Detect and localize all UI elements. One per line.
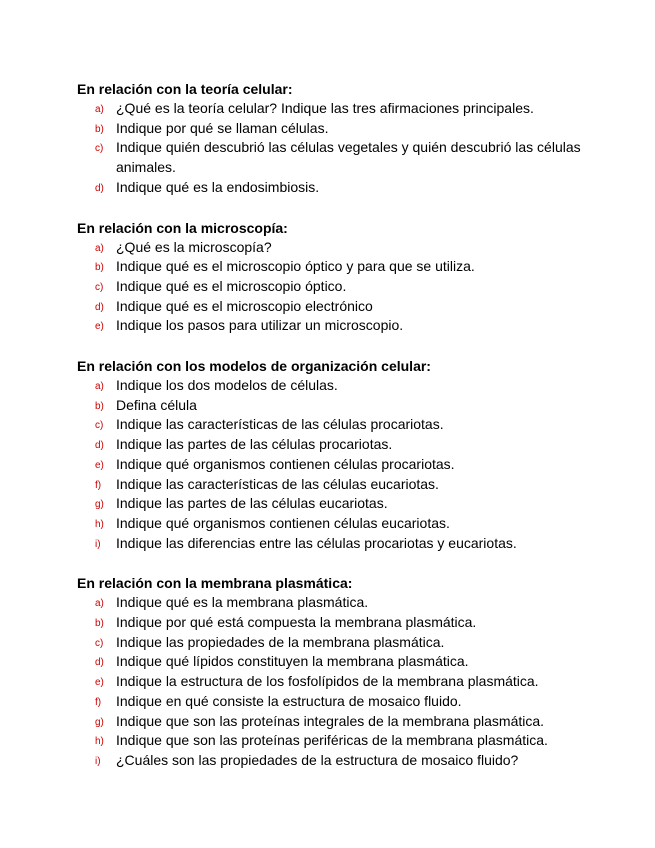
question-item <box>77 316 637 336</box>
question-item <box>77 119 637 139</box>
section-title: En relación con la microscopía: <box>77 219 288 236</box>
question-item <box>77 178 637 198</box>
item-letter: f) <box>95 479 102 491</box>
item-text: Indique en qué consiste la estructura de mosaico fluido. <box>116 692 462 709</box>
item-letter: c) <box>95 281 104 293</box>
item-letter: b) <box>95 123 104 135</box>
item-text: Indique quién descubrió las células vegetales y quién descubrió las células animales. <box>116 139 581 176</box>
item-text: Indique por qué se llaman células. <box>116 119 329 136</box>
question-item <box>77 593 637 613</box>
section-teoria-celular <box>77 79 637 198</box>
item-text: ¿Qué es la microscopía? <box>116 238 272 255</box>
question-item <box>77 238 637 258</box>
item-letter: h) <box>95 736 104 748</box>
question-item <box>77 455 637 475</box>
section-membrana-plasmatica <box>77 573 637 770</box>
question-item <box>77 257 637 277</box>
item-text: Indique que son las proteínas integrales de la membrana plasmática. <box>116 712 545 729</box>
item-text: Indique qué es el microscopio óptico. <box>116 277 347 294</box>
question-item <box>77 633 637 653</box>
question-item <box>77 376 637 396</box>
item-text: Indique que son las proteínas periféricas de la membrana plasmática. <box>116 732 548 749</box>
item-text: Indique qué es el microscopio electrónico <box>116 297 373 314</box>
item-letter: b) <box>95 262 104 274</box>
question-item <box>77 435 637 455</box>
question-item <box>77 494 637 514</box>
item-letter: c) <box>95 637 104 649</box>
item-letter: d) <box>95 301 104 313</box>
item-letter: i) <box>95 755 101 767</box>
section-title: En relación con la membrana plasmática: <box>77 575 353 592</box>
item-letter: g) <box>95 716 104 728</box>
item-text: Defina célula <box>116 396 197 413</box>
item-letter: b) <box>95 400 104 412</box>
question-item <box>77 751 637 771</box>
item-letter: d) <box>95 440 104 452</box>
section-modelos-organizacion <box>77 356 637 553</box>
item-letter: d) <box>95 657 104 669</box>
item-text: Indique los pasos para utilizar un microscopio. <box>116 317 404 334</box>
question-item <box>77 396 637 416</box>
item-letter: c) <box>95 143 104 155</box>
item-letter: e) <box>95 677 104 689</box>
question-item <box>77 138 637 177</box>
question-list <box>77 593 637 770</box>
item-text: Indique las partes de las células procariotas. <box>116 436 393 453</box>
question-item <box>77 99 637 119</box>
question-list <box>77 238 637 337</box>
question-item <box>77 652 637 672</box>
item-text: Indique las partes de las células eucariotas. <box>116 495 388 512</box>
item-text: Indique las características de las células eucariotas. <box>116 475 439 492</box>
item-text: Indique las propiedades de la membrana plasmática. <box>116 633 445 650</box>
section-title: En relación con la teoría celular: <box>77 81 293 97</box>
item-letter: a) <box>95 104 104 115</box>
item-text: ¿Cuáles son las propiedades de la estructura de mosaico fluido? <box>116 751 519 768</box>
item-letter: g) <box>95 499 104 511</box>
item-letter: a) <box>95 242 104 254</box>
item-text: Indique qué organismos contienen células procariotas. <box>116 455 455 472</box>
item-letter: e) <box>95 321 104 333</box>
item-text: Indique las diferencias entre las células procariotas y eucariotas. <box>116 534 517 551</box>
item-text: Indique qué es la membrana plasmática. <box>116 594 369 611</box>
item-text: Indique qué organismos contienen células eucariotas. <box>116 514 450 531</box>
item-letter: c) <box>95 420 104 432</box>
item-text: Indique los dos modelos de células. <box>116 377 338 394</box>
question-list <box>77 376 637 553</box>
question-item <box>77 672 637 692</box>
item-letter: b) <box>95 618 104 630</box>
question-item <box>77 277 637 297</box>
question-item <box>77 613 637 633</box>
question-item <box>77 731 637 751</box>
question-sections <box>77 79 637 791</box>
question-item <box>77 712 637 732</box>
item-text: Indique la estructura de los fosfolípidos de la membrana plasmática. <box>116 673 539 690</box>
item-text: Indique las características de las células procariotas. <box>116 416 444 433</box>
item-letter: d) <box>95 182 104 194</box>
item-text: Indique qué lípidos constituyen la membrana plasmática. <box>116 653 469 670</box>
item-letter: f) <box>95 696 102 708</box>
question-list <box>77 99 637 198</box>
section-title: En relación con los modelos de organización celular: <box>77 358 431 375</box>
question-item <box>77 514 637 534</box>
question-item <box>77 415 637 435</box>
item-letter: a) <box>95 381 104 393</box>
item-text: Indique qué es la endosimbiosis. <box>116 178 320 195</box>
item-letter: a) <box>95 598 104 610</box>
item-text: Indique por qué está compuesta la membrana plasmática. <box>116 614 477 631</box>
item-text: Indique qué es el microscopio óptico y para que se utiliza. <box>116 258 475 275</box>
item-letter: e) <box>95 459 104 471</box>
section-microscopia <box>77 218 637 337</box>
question-item <box>77 534 637 554</box>
question-item <box>77 475 637 495</box>
item-text: ¿Qué es la teoría celular? Indique las tres afirmaciones principales. <box>116 100 534 116</box>
question-item <box>77 297 637 317</box>
item-letter: h) <box>95 518 104 530</box>
item-letter: i) <box>95 538 101 550</box>
question-item <box>77 692 637 712</box>
